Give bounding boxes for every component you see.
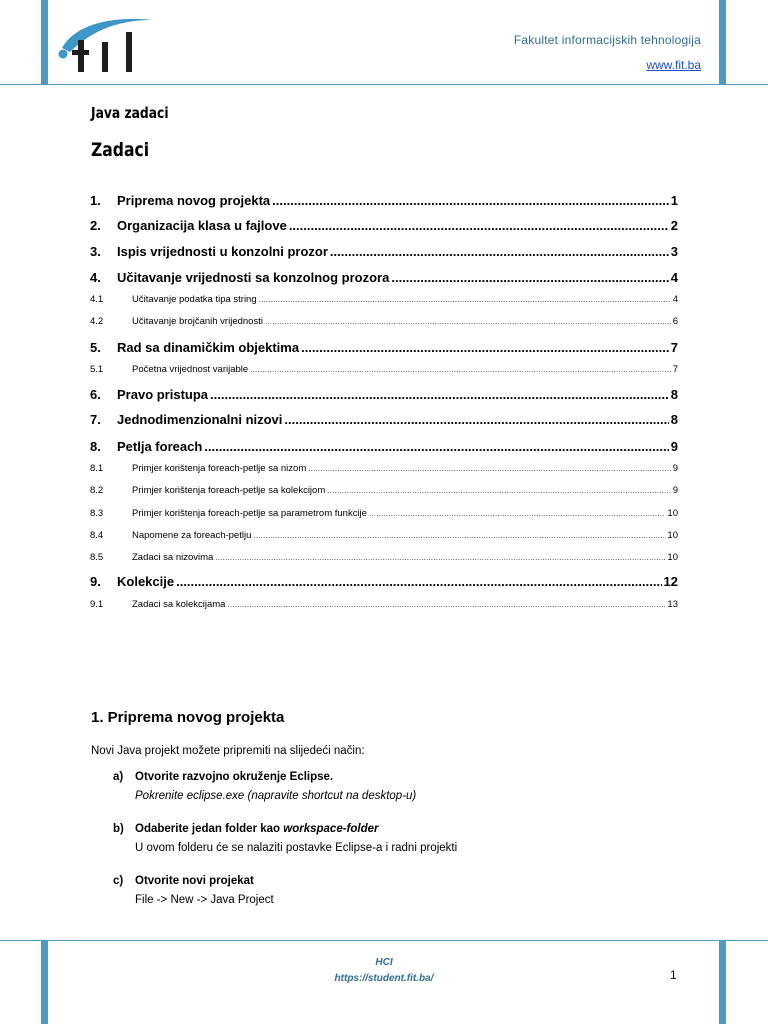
toc-leader [391, 270, 668, 285]
toc-title: Zadaci sa nizovima [132, 552, 214, 563]
toc-title: Primjer korištenja foreach-petlje sa kolekcijom [132, 485, 326, 496]
step-title-prefix: Odaberite jedan folder kao [135, 823, 284, 835]
step-title: Otvorite razvojno okruženje Eclipse. [135, 771, 334, 783]
toc-entry[interactable] [90, 439, 678, 454]
toc-entry[interactable] [90, 508, 678, 519]
toc-leader [259, 294, 671, 305]
top-left-accent-bar [41, 0, 48, 84]
step-title: Otvorite novi projekat [135, 875, 254, 887]
toc-entry[interactable] [90, 244, 678, 259]
toc-leader [176, 574, 661, 589]
toc-title: Učitavanje brojčanih vrijednosti [132, 316, 263, 327]
toc-title: Zadaci sa kolekcijama [132, 599, 226, 610]
step-description: Pokrenite eclipse.exe (napravite shortcut na desktop-u) [135, 790, 417, 802]
toc-leader [215, 552, 665, 563]
toc-title: Pravo pristupa [117, 387, 209, 402]
toc-leader [253, 530, 665, 541]
toc-entry[interactable] [90, 552, 678, 563]
toc-page-number: 10 [667, 530, 678, 541]
document-title: Java zadaci [91, 104, 169, 122]
toc-title: Napomene za foreach-petlju [132, 530, 252, 541]
toc-number: 8.1 [90, 463, 104, 474]
toc-page-number: 8 [670, 412, 678, 427]
toc-leader [289, 218, 669, 233]
toc-leader [250, 364, 671, 375]
step-label: a) [113, 771, 124, 783]
toc-page-number: 4 [672, 294, 678, 305]
toc-leader [369, 508, 665, 519]
toc-title: Rad sa dinamičkim objektima [117, 340, 300, 355]
toc-number: 3. [90, 244, 101, 259]
toc-number: 1. [90, 193, 101, 208]
toc-leader [272, 193, 669, 208]
toc-number: 7. [90, 412, 101, 427]
toc-title: Organizacija klasa u fajlove [117, 218, 287, 233]
toc-number: 4.1 [90, 294, 104, 305]
toc-number: 5.1 [90, 364, 104, 375]
toc-entry[interactable] [90, 316, 678, 327]
toc-leader [308, 463, 670, 474]
toc-title: Primjer korištenja foreach-petlje sa parametrom funkcije [132, 508, 367, 519]
toc-page-number: 9 [672, 485, 678, 496]
toc-leader [210, 387, 669, 402]
toc-number: 8.3 [90, 508, 104, 519]
section-heading: 1. Priprema novog projekta [91, 709, 285, 726]
footer-divider [0, 940, 768, 941]
page-number: 1 [670, 968, 677, 982]
header-divider [0, 84, 768, 85]
step-title [135, 823, 379, 835]
toc-page-number: 10 [667, 552, 678, 563]
toc-number: 9. [90, 574, 101, 589]
toc-page-number: 12 [663, 574, 678, 589]
website-link[interactable]: www.fit.ba [646, 58, 701, 72]
toc-title: Početna vrijednost varijable [132, 364, 249, 375]
toc-leader [265, 316, 671, 327]
toc-number: 9.1 [90, 599, 104, 610]
footer-url[interactable]: https://student.fit.ba/ [334, 973, 434, 984]
faculty-name: Fakultet informacijskih tehnologija [513, 33, 701, 47]
toc-number: 4.2 [90, 316, 104, 327]
toc-leader [227, 599, 665, 610]
toc-title: Petlja foreach [117, 439, 203, 454]
toc-title: Ispis vrijednosti u konzolni prozor [117, 244, 328, 259]
toc-leader [284, 412, 668, 427]
step-label: c) [113, 875, 124, 887]
toc-number: 8.4 [90, 530, 104, 541]
toc-title: Priprema novog projekta [117, 193, 271, 208]
toc-title: Učitavanje podatka tipa string [132, 294, 257, 305]
toc-number: 8.2 [90, 485, 104, 496]
step-label: b) [113, 823, 124, 835]
step-description: File -> New -> Java Project [135, 894, 274, 906]
toc-entry[interactable] [90, 294, 678, 305]
toc-number: 5. [90, 340, 101, 355]
toc-leader [204, 439, 669, 454]
toc-entry[interactable] [90, 218, 678, 233]
toc-page-number: 4 [670, 270, 678, 285]
document-subtitle: Zadaci [91, 139, 150, 161]
toc-number: 4. [90, 270, 101, 285]
toc-entry[interactable] [90, 530, 678, 541]
toc-title: Jednodimenzionalni nizovi [117, 412, 283, 427]
toc-page-number: 3 [670, 244, 678, 259]
toc-entry[interactable] [90, 340, 678, 355]
toc-page-number: 8 [670, 387, 678, 402]
top-right-accent-bar [719, 0, 726, 84]
toc-entry[interactable] [90, 270, 678, 285]
toc-page-number: 13 [667, 599, 678, 610]
toc-entry[interactable] [90, 412, 678, 427]
toc-entry[interactable] [90, 387, 678, 402]
toc-leader [301, 340, 669, 355]
footer-course: HCI [375, 957, 393, 968]
toc-number: 8.5 [90, 552, 104, 563]
toc-entry[interactable] [90, 364, 678, 375]
step-title-emphasis: workspace-folder [283, 823, 379, 835]
toc-number: 2. [90, 218, 101, 233]
section-intro: Novi Java projekt možete pripremiti na slijedeći način: [91, 745, 365, 757]
toc-title: Kolekcije [117, 574, 175, 589]
toc-entry[interactable] [90, 599, 678, 610]
step-description: U ovom folderu će se nalaziti postavke Eclipse-a i radni projekti [135, 842, 458, 854]
toc-leader [330, 244, 669, 259]
toc-number: 6. [90, 387, 101, 402]
toc-page-number: 2 [670, 218, 678, 233]
toc-page-number: 9 [672, 463, 678, 474]
toc-entry[interactable] [90, 463, 678, 474]
toc-page-number: 6 [672, 316, 678, 327]
toc-page-number: 7 [672, 364, 678, 375]
toc-entry[interactable] [90, 193, 678, 208]
toc-page-number: 7 [670, 340, 678, 355]
toc-page-number: 10 [667, 508, 678, 519]
toc-title: Primjer korištenja foreach-petlje sa nizom [132, 463, 307, 474]
toc-title: Učitavanje vrijednosti sa konzolnog prozora [117, 270, 390, 285]
toc-number: 8. [90, 439, 101, 454]
toc-page-number: 9 [670, 439, 678, 454]
fit-logo [56, 14, 156, 76]
toc-leader [327, 485, 670, 496]
toc-entry[interactable] [90, 574, 678, 589]
toc-entry[interactable] [90, 485, 678, 496]
toc-page-number: 1 [670, 193, 678, 208]
